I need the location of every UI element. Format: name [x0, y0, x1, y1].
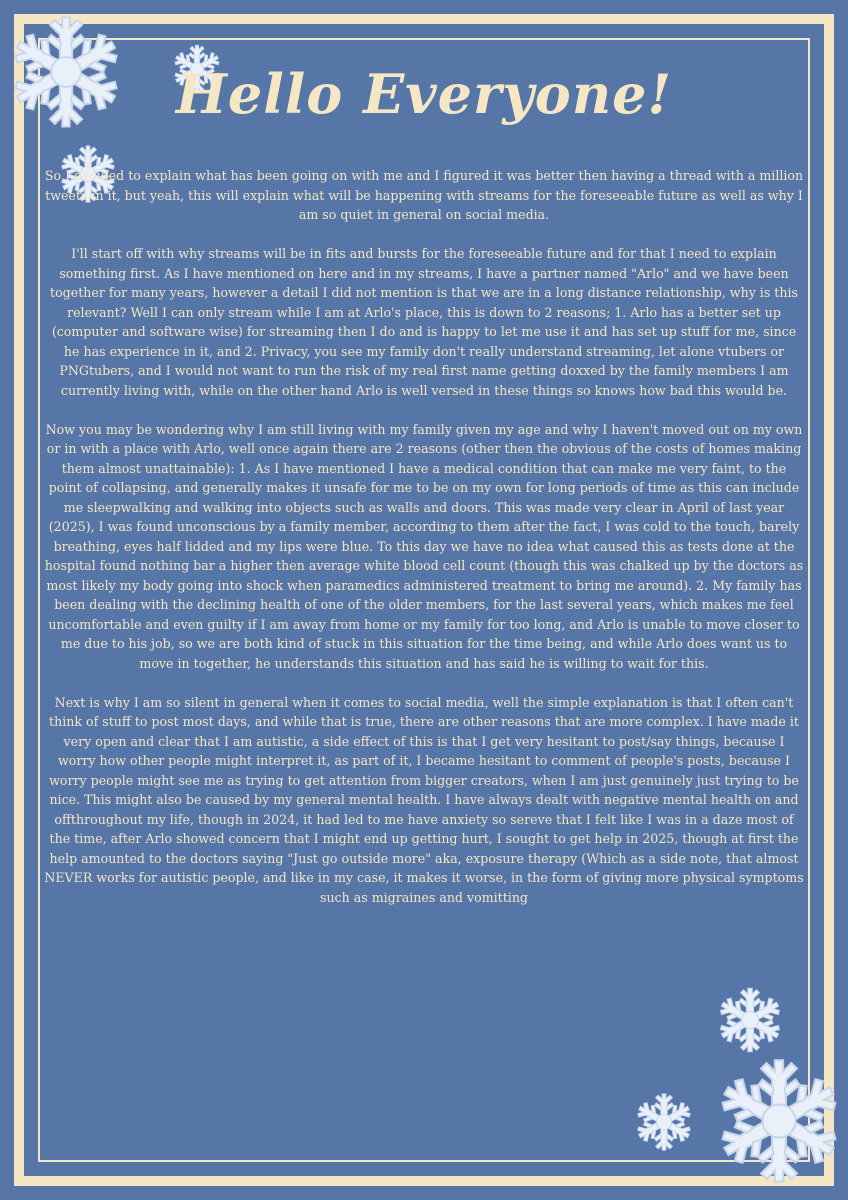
snowflake-icon — [632, 1090, 696, 1154]
paragraph-intro: So I decided to explain what has been going on with me and I figured it was better then having a thread with a million tweets in it, but yeah, this will explain what will be happening with streams for the foreseeable future as well as why I am so quiet in general on social media. — [44, 168, 804, 222]
letter-body — [44, 166, 804, 927]
snowflake-icon — [714, 984, 786, 1056]
snowflake-icon — [710, 1052, 848, 1190]
paragraph-social-media: Next is why I am so silent in general when it comes to social media, well the simple explanation is that I often can't think of stuff to post most days, and while that is true, there are other reasons that are more complex. I have made it very open and clear that I am autistic, a side effect of this is that I get very hesitant to post/say things, because I worry how other people might interpret it, as part of it, I became hesitant to comment of people's posts, because I worry people might see me as trying to get attention from bigger creators, when I am just genuinely just trying to be nice. This might also be caused by my general mental health. I have always dealt with negative mental health on and offthroughout my life, though in 2024, it had led to me have anxiety so sereve that I felt like I was in a daze most of the time, after Arlo showed concern that I might end up getting hurt, I sought to get help in 2025, though at first the help amounted to the doctors saying "Just go outside more" aka, exposure therapy (Which as a side note, that almost NEVER works for autistic people, and like in my case, it makes it worse, in the form of giving more physical symptoms such as migraines and vomitting — [44, 694, 804, 905]
paragraph-living-situation: Now you may be wondering why I am still living with my family given my age and why I haven't moved out on my own or in with a place with Arlo, well once again there are 2 reasons (other then the obvious of the costs of homes making them almost unattainable): 1. As I have mentioned I have a medical condition that can make me very faint, to the point of collapsing, and generally makes it unsafe for me to be on my own for long periods of time as this can include me sleepwalking and walking into objects such as walls and doors. This was made very clear in April of last year (2025), I was found unconscious by a family member, according to them after the fact, I was cold to the touch, barely breathing, eyes half lidded and my lips were blue. To this day we have no idea what caused this as tests done at the hospital found nothing bar a higher then average white blood cell count (though this was chalked up by the doctors as most likely my body going into shock when paramedics administered treatment to bring me around). 2. My family has been dealing with the declining health of one of the older members, for the last several years, which makes me feel uncomfortable and even guilty if I am away from home or my family for too long, and Arlo is unable to move closer to me due to his job, so we are both kind of stuck in this situation for the time being, and while Arlo does want us to move in together, he understands this situation and has said he is willing to wait for this. — [44, 421, 804, 671]
paragraph-streams: I'll start off with why streams will be in fits and bursts for the foreseeable future and for that I need to explain something first. As I have mentioned on here and in my streams, I have a partner named "Arlo" and we have been together for many years, however a detail I did not mention is that we are in a long distance relationship, why is this relevant? Well I can only stream while I am at Arlo's place, this is down to 2 reasons; 1. Arlo has a better set up (computer and software wise) for streaming then I do and is happy to let me use it and has set up stuff for me, since he has experience in it, and 2. Privacy, you see my family don't really understand streaming, let alone vtubers or PNGtubers, and I would not want to run the risk of my real first name getting doxxed by the family members I am currently living with, while on the other hand Arlo is well versed in these things so knows how bad this would be. — [50, 246, 798, 398]
page-title: Hello Everyone! — [175, 62, 673, 126]
